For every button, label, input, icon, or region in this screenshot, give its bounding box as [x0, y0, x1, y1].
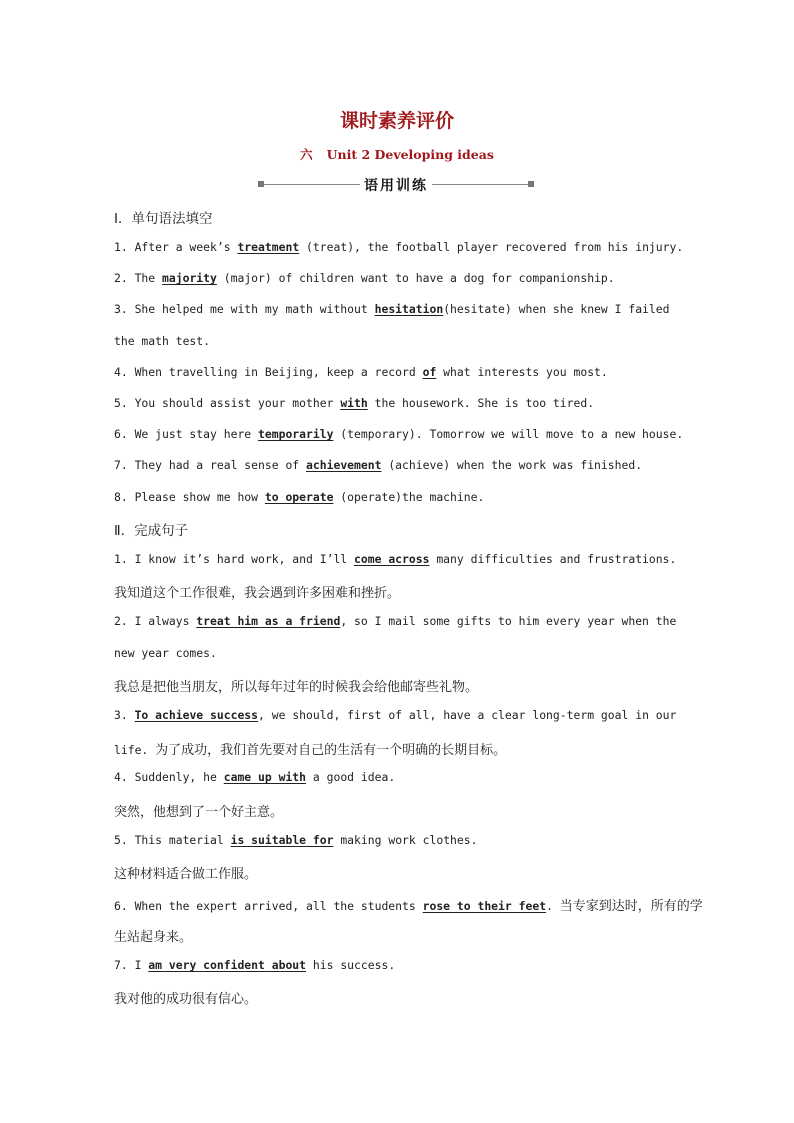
item-text: 7. I [114, 958, 149, 972]
item-text: (temporary). Tomorrow we will move to a new house. [333, 427, 684, 441]
item-text: 4. Suddenly, he [114, 770, 224, 784]
answer: majority [162, 271, 217, 285]
item-text: 6. We just stay here [114, 427, 259, 441]
sentence-item-5 [114, 833, 689, 847]
sentence-item-1-translation: 我知道这个工作很难，我会遇到许多困难和挫折。 [114, 586, 401, 601]
exercise-item-1 [114, 240, 689, 254]
item-text: 1. I know it’s hard work, and I’ll [114, 552, 355, 566]
banner-right-dot [528, 181, 534, 187]
exercise-item-3 [114, 302, 689, 316]
section2-heading: Ⅱ．完成句子 [114, 523, 189, 539]
sentence-item-3 [114, 708, 689, 722]
exercise-item-5 [114, 396, 689, 410]
sentence-item-6-translation-start: 当专家到达时，所有的学 [559, 899, 703, 914]
section-banner [258, 175, 534, 195]
item-text: (operate)the machine. [333, 490, 485, 504]
answer: come across [354, 552, 430, 566]
sentence-item-7 [114, 958, 689, 972]
answer: treatment [237, 240, 300, 254]
sentence-item-2 [114, 614, 689, 628]
item-text: 5. You should assist your mother [114, 396, 341, 410]
answer: achievement [306, 458, 382, 472]
lesson-subtitle [0, 145, 794, 163]
item-text: , so I mail some gifts to him every year when the [340, 614, 677, 628]
page-title: 课时素养评价 [339, 110, 454, 132]
banner-text: 语用训练 [364, 178, 428, 194]
item-text: (major) of children want to have a dog for companionship. [216, 271, 615, 285]
item-text: (achieve) when the work was finished. [381, 458, 643, 472]
item-text: 3. She helped me with my math without [114, 302, 375, 316]
sentence-item-7-translation: 我对他的成功很有信心。 [114, 992, 258, 1007]
sentence-item-2-cont: new year comes. [114, 646, 217, 660]
item-text: a good idea. [306, 770, 396, 784]
sentence-item-4 [114, 770, 689, 784]
item-text: 2. The [114, 271, 163, 285]
sentence-item-4-translation: 突然，他想到了一个好主意。 [114, 805, 284, 820]
exercise-item-8 [114, 490, 689, 504]
banner-left-line [264, 184, 360, 185]
item-text: the housework. She is too tired. [367, 396, 595, 410]
banner-right-line [432, 184, 528, 185]
item-text: 6. When the expert arrived, all the students [114, 899, 423, 913]
unit-name: Unit 2 Developing ideas [326, 147, 494, 162]
item-text: 2. I always [114, 614, 197, 628]
answer: treat him as a friend [196, 614, 341, 628]
item-text: 5. This material [114, 833, 231, 847]
sentence-item-6-translation: 生站起身来。 [114, 930, 193, 945]
exercise-item-2 [114, 271, 689, 285]
item-text: what interests you most. [436, 365, 608, 379]
item-text: 4. When travelling in Beijing, keep a record [114, 365, 423, 379]
answer: temporarily [258, 427, 334, 441]
sentence-item-1 [114, 552, 689, 566]
answer: To achieve success [134, 708, 259, 722]
item-text: 3. [114, 708, 135, 722]
exercise-item-4 [114, 365, 689, 379]
item-text: . [546, 899, 560, 913]
item-text: (hesitate) when she knew I failed [443, 302, 670, 316]
item-text: making work clothes. [333, 833, 478, 847]
item-text: his success. [306, 958, 396, 972]
sentence-item-2-translation: 我总是把他当朋友，所以每年过年的时候我会给他邮寄些礼物。 [114, 680, 479, 695]
exercise-item-6 [114, 427, 689, 441]
answer: with [340, 396, 368, 410]
answer: came up with [223, 770, 307, 784]
sentence-item-6 [114, 895, 703, 914]
answer: am very confident about [148, 958, 307, 972]
sentence-item-3-cont [114, 739, 689, 758]
section1-heading: Ⅰ．单句语法填空 [114, 211, 213, 227]
answer: rose to their feet [422, 899, 547, 913]
sentence-item-5-translation: 这种材料适合做工作服。 [114, 867, 258, 882]
sentence-item-3-translation: 为了成功，我们首先要对自己的生活有一个明确的长期目标。 [155, 743, 507, 758]
item-text: life. [114, 743, 149, 757]
item-text: many difficulties and frustrations. [429, 552, 677, 566]
item-text: , we should, first of all, have a clear long-term goal in our [258, 708, 677, 722]
exercise-item-7 [114, 458, 689, 472]
item-text: (treat), the football player recovered from his injury. [299, 240, 684, 254]
item-text: 8. Please show me how [114, 490, 265, 504]
answer: is suitable for [230, 833, 334, 847]
exercise-item-3-cont: the math test. [114, 334, 211, 348]
answer: hesitation [374, 302, 444, 316]
answer: of [422, 365, 437, 379]
answer: to operate [264, 490, 334, 504]
item-text: 7. They had a real sense of [114, 458, 307, 472]
item-text: 1. After a week’s [114, 240, 238, 254]
lesson-number: 六 [300, 147, 313, 162]
